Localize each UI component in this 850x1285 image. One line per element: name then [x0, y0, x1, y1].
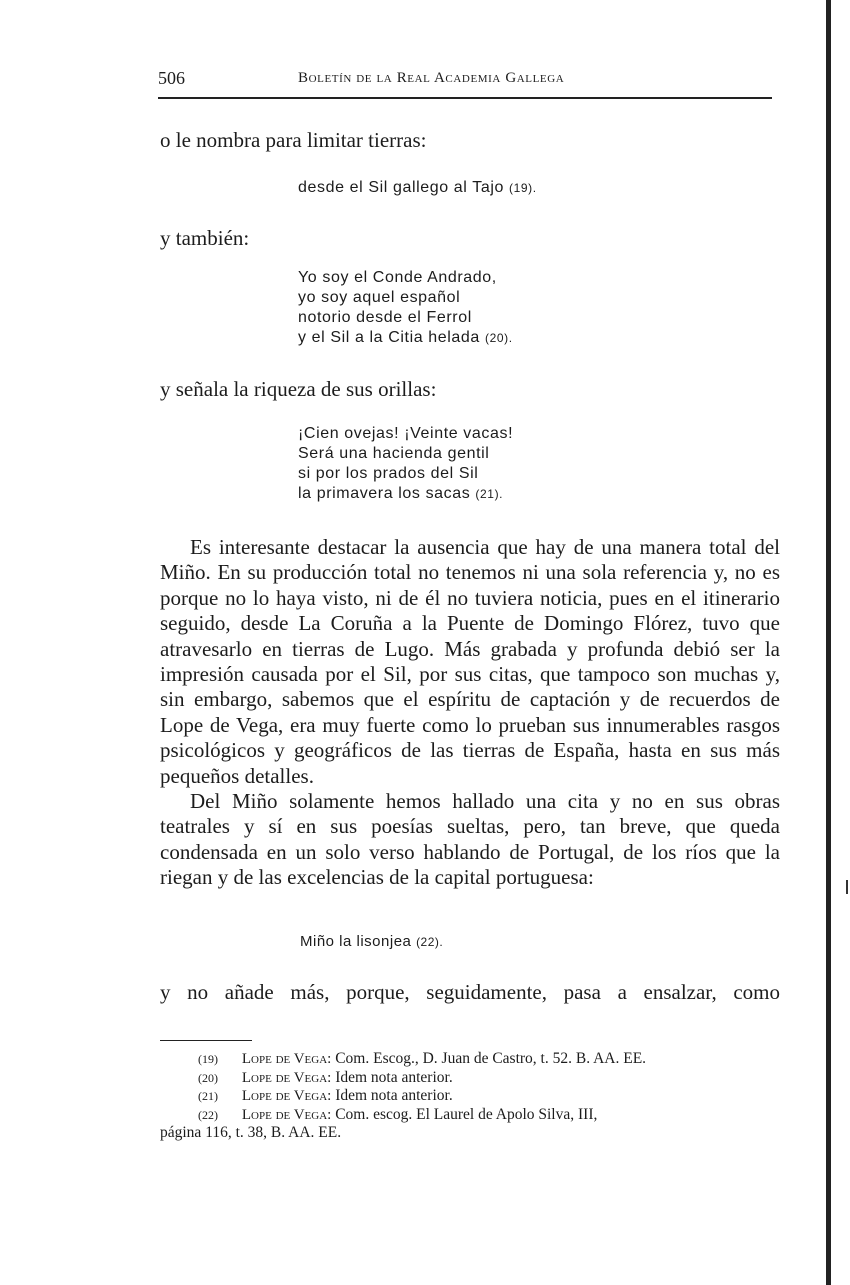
margin-mark [846, 880, 848, 894]
quote-mino [300, 933, 443, 950]
intro-line-3: y señala la riqueza de sus orillas: [160, 377, 437, 401]
verse-line: Yo soy el Conde Andrado, [298, 269, 497, 286]
paragraph-2: Del Miño solamente hemos hallado una cita y no en sus obras teatrales y sí en sus poesías sueltas, pero, tan breve, que queda condensada en un solo verso hablando de Portugal, de los ríos que la riegan y de las excelencias de la capital portuguesa: [160, 789, 780, 890]
footnote-text: Idem nota anterior. [335, 1068, 453, 1086]
verse-cien-ovejas [298, 424, 513, 504]
body-text [160, 535, 780, 891]
verse-conde-andrado [298, 268, 513, 348]
footnote-number: (20) [198, 1070, 218, 1085]
verse-line: notorio desde el Ferrol [298, 309, 472, 326]
intro-line-1: o le nombra para limitar tierras: [160, 128, 427, 152]
verse-line-text: la primavera los sacas [298, 485, 471, 502]
quote-text: Miño la lisonjea [300, 933, 412, 950]
footnote [160, 1087, 780, 1106]
footnote-ref-20: (20). [484, 331, 513, 345]
page-edge [826, 0, 831, 1285]
footnote-number: (22) [198, 1107, 218, 1122]
verse-line: yo soy aquel español [298, 289, 461, 306]
page-header [158, 68, 772, 92]
footnote-author: Lope de Vega: [241, 1051, 332, 1067]
quote-text: desde el Sil gallego al Tajo [298, 179, 504, 196]
footnote-text: Idem nota anterior. [335, 1087, 453, 1104]
paragraph-1: Es interesante destacar la ausencia que hay de una manera total del Miño. En su producción total no tenemos ni una sola referencia y, no es porque no lo haya visto, ni de él no tuviera noticia, pues en el itinerario seguido, desde La Coruña a la Puente de Domingo Flórez, tuvo que atravesarlo en tierras de Lugo. Más grabada y profunda debió ser la impresión causada por el Sil, por sus citas, que tampoco son muchas y, sin embargo, sabemos que el espíritu de captación y de recuerdos de Lope de Vega, era muy fuerte como lo prueban sus innumerables rasgos psicológicos y geográficos de las tierras de España, hasta en sus más pequeños detalles. [160, 535, 780, 788]
verse-line-text: y el Sil a la Citia helada [298, 329, 480, 346]
footnote-text: Com. Escog., D. Juan de Castro, t. 52. B. AA. EE. [335, 1050, 647, 1067]
header-rule [158, 97, 772, 99]
intro-line-2: y también: [160, 226, 250, 250]
page-number: 506 [158, 68, 185, 88]
footnote-author: Lope de Vega: [241, 1088, 332, 1104]
verse-line [298, 328, 513, 348]
footnote [160, 1106, 780, 1125]
footnote [160, 1050, 780, 1069]
footnote-author: Lope de Vega: [241, 1106, 332, 1123]
quote-sil-tajo [298, 178, 537, 198]
footnote-continuation: página 116, t. 38, B. AA. EE. [160, 1124, 342, 1141]
footnote-text: Com. escog. El Laurel de Apolo Silva, III, [335, 1105, 598, 1123]
verse-line: si por los prados del Sil [298, 465, 479, 482]
footnote-author: Lope de Vega: [241, 1069, 332, 1086]
verse-line: Será una hacienda gentil [298, 445, 490, 462]
footnote-number: (21) [198, 1089, 218, 1103]
footnote-rule [160, 1040, 252, 1041]
footnote-number: (19) [198, 1052, 218, 1066]
footnote-ref-21: (21). [475, 487, 504, 501]
verse-line [298, 484, 513, 504]
footnotes [160, 1050, 780, 1142]
running-title: Boletín de la Real Academia Gallega [298, 70, 565, 86]
footnote-ref-19: (19). [509, 181, 537, 195]
verse-line: ¡Cien ovejas! ¡Veinte vacas! [298, 425, 514, 442]
footnote-ref-22: (22). [416, 935, 444, 949]
continuation-line: y no añade más, porque, seguidamente, pasa a ensalzar, como [160, 980, 780, 1004]
footnote [160, 1069, 780, 1088]
